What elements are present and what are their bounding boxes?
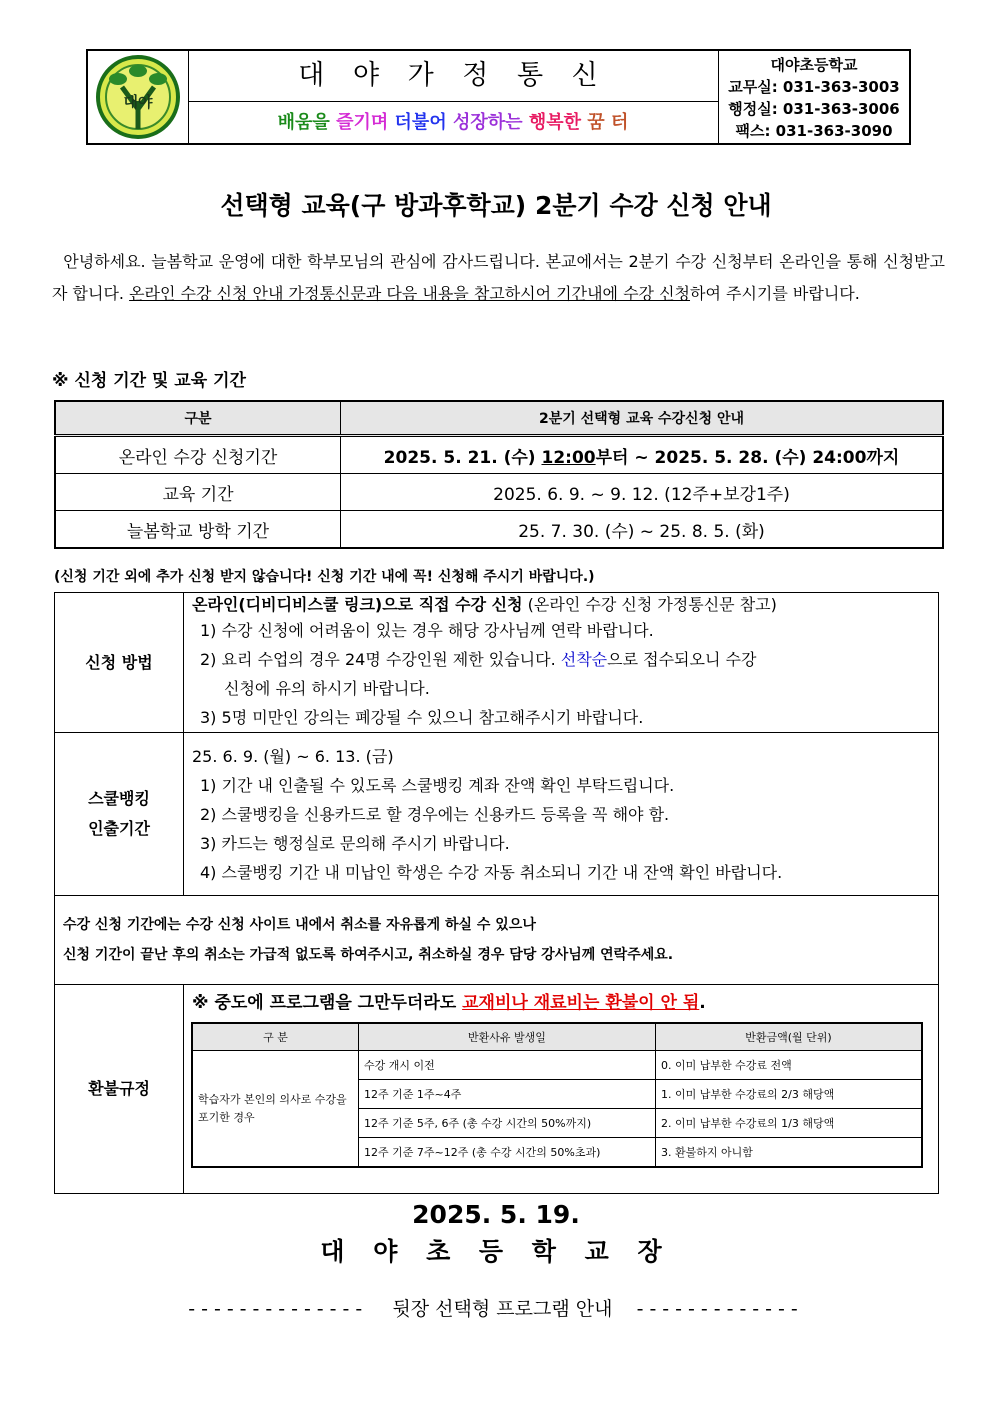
slogan-word: 꿈 터 [587, 112, 629, 133]
footer-next-page: -------------- 뒷장 선택형 프로그램 안내 ------------- [188, 1298, 804, 1320]
slogan-word: 배움을 [277, 112, 330, 133]
school-logo [88, 51, 189, 143]
slogan-word: 성장하는 [453, 112, 523, 133]
cancel-row [55, 896, 939, 985]
table-row [55, 436, 943, 474]
phone-office: 교무실: 031-363-3003 [728, 78, 900, 96]
school-name: 대야초등학교 [770, 56, 858, 74]
row-label: 온라인 수강 신청기간 [55, 436, 341, 474]
section-heading: ※ 신청 기간 및 교육 기간 [52, 371, 246, 391]
refund-table [191, 1022, 923, 1168]
page-title: 선택형 교육(구 방과후학교) 2분기 수강 신청 안내 [220, 191, 772, 220]
table-header-row [192, 1023, 922, 1051]
refund-when: 수강 개시 이전 [359, 1051, 656, 1080]
refund-when: 12주 기준 7주~12주 (총 수강 시간의 50%초과) [359, 1138, 656, 1168]
column-header: 2분기 선택형 교육 수강신청 안내 [341, 401, 944, 436]
school-contact [719, 51, 909, 143]
banking-label: 스쿨뱅킹 인출기간 [55, 733, 184, 896]
column-header: 구 분 [192, 1023, 359, 1051]
row-value: 2025. 6. 9. ~ 9. 12. (12주+보강1주) [341, 474, 944, 511]
row-label: 교육 기간 [55, 474, 341, 511]
table-header-row [55, 401, 943, 436]
method-label: 신청 방법 [55, 593, 184, 733]
method-row [55, 593, 939, 733]
principal-signature: 대 야 초 등 학 교 장 [320, 1237, 672, 1266]
slogan-word: 더불어 [394, 112, 447, 133]
school-slogan [188, 102, 718, 143]
banking-content: 25. 6. 9. (월) ~ 6. 13. (금) 1) 기간 내 인출될 수 있도록 스쿨뱅킹 계좌 잔액 확인 부탁드립니다. 2) 스쿨뱅킹을 신용카드로 할 경우에는 신용카드 등록을 꼭 해야 함. 3) 카드는 행정실로 문의해 주시기 바랍니다. 4) 스쿨뱅킹 기간 내 미납인 학생은 수강 자동 취소되니 기간 내 잔액 확인 바랍니다. [184, 733, 939, 896]
method-content: 온라인(디비디비스쿨 링크)으로 직접 수강 신청 (온라인 수강 신청 가정통신문 참고) 1) 수강 신청에 어려움이 있는 경우 해당 강사님께 연락 바랍니다. 2) 요리 수업의 경우 24명 수강인원 제한 있습니다. 선착순으로 접수되오니 수강 신청에 유의 하시기 바랍니다. 3) 5명 미만인 강의는 폐강될 수 있으니 참고해주시기 바랍니다. [184, 593, 939, 733]
table-row [55, 511, 943, 549]
row-value: 2025. 5. 21. (수) 12:00부터 ~ 2025. 5. 28. (수) 24:00까지 [341, 436, 944, 474]
period-table [54, 400, 944, 549]
refund-amount: 2. 이미 납부한 수강료의 1/3 해당액 [656, 1109, 923, 1138]
cancel-notice: 수강 신청 기간에는 수강 신청 사이트 내에서 취소를 자유롭게 하실 수 있으나 신청 기간이 끝난 후의 취소는 가급적 없도록 하여주시고, 취소하실 경우 담당 강사님께 연락주세요. [55, 896, 939, 985]
intro-paragraph: 안녕하세요. 늘봄학교 운영에 대한 학부모님의 관심에 감사드립니다. 본교에서는 2분기 수강 신청부터 온라인을 통해 신청받고자 합니다. 온라인 수강 신청 안내 가정통신문과 다음 내용을 참고하시어 기간내에 수강 신청하여 주시기를 바랍니다. [52, 252, 946, 303]
fax: 팩스: 031-363-3090 [735, 122, 893, 140]
column-header: 반환금액(월 단위) [656, 1023, 923, 1051]
banking-row [55, 733, 939, 896]
table-row [192, 1051, 922, 1080]
refund-warning: ※ 중도에 프로그램을 그만두더라도 교재비나 재료비는 환불이 안 됨. [192, 993, 706, 1013]
column-header: 구분 [55, 401, 341, 436]
refund-amount: 0. 이미 납부한 수강료 전액 [656, 1051, 923, 1080]
refund-amount: 1. 이미 납부한 수강료의 2/3 해당액 [656, 1080, 923, 1109]
column-header: 반환사유 발생일 [359, 1023, 656, 1051]
refund-category: 학습자가 본인의 의사로 수강을 포기한 경우 [192, 1051, 359, 1168]
refund-when: 12주 기준 1주~4주 [359, 1080, 656, 1109]
slogan-word: 즐기며 [336, 112, 389, 133]
newsletter-header [86, 49, 911, 145]
refund-label: 환불규정 [55, 985, 184, 1194]
issue-date: 2025. 5. 19. [412, 1200, 580, 1229]
row-label: 늘봄학교 방학 기간 [55, 511, 341, 549]
refund-amount: 3. 환불하지 아니함 [656, 1138, 923, 1168]
svg-text:대야: 대야 [123, 93, 153, 111]
refund-when: 12주 기준 5주, 6주 (총 수강 시간의 50%까지) [359, 1109, 656, 1138]
deadline-notice: (신청 기간 외에 추가 신청 받지 않습니다! 신청 기간 내에 꼭! 신청해 주시기 바랍니다.) [54, 569, 595, 585]
table-row [55, 474, 943, 511]
row-value: 25. 7. 30. (수) ~ 25. 8. 5. (화) [341, 511, 944, 549]
phone-admin: 행정실: 031-363-3006 [728, 100, 900, 118]
slogan-word: 행복한 [528, 112, 582, 133]
newsletter-title: 대 야 가 정 통 신 [188, 51, 718, 102]
